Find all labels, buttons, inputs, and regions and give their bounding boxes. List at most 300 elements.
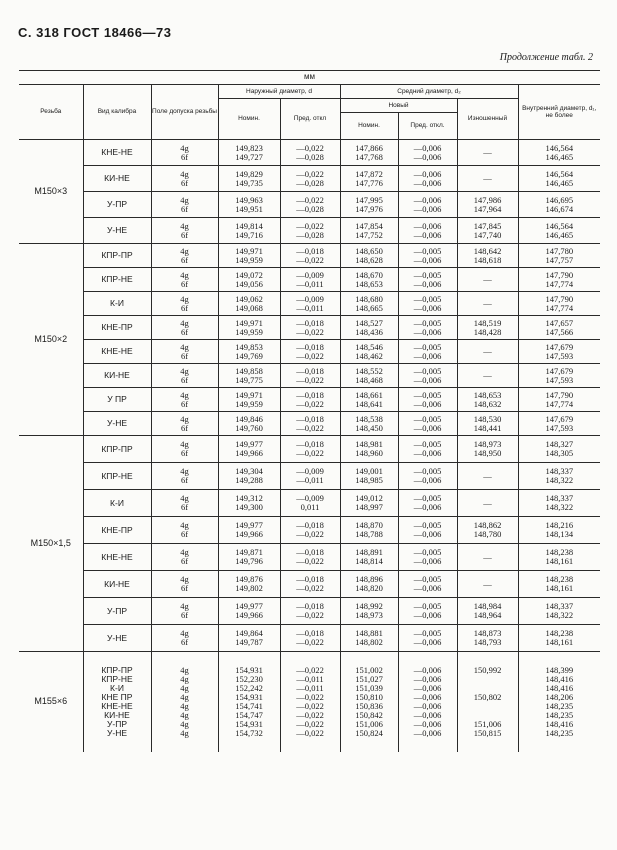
thread-cell: М150×3 [19, 140, 83, 244]
outer-dev-cell-value: —0,011 [296, 682, 324, 693]
mid-nom-cell-value: 147,976 [355, 203, 383, 214]
inner-cell-value: 148,305 [545, 448, 574, 458]
outer-nom-cell [218, 652, 280, 752]
tolerance-cell [151, 192, 218, 218]
worn-cell-value: 151,006 [473, 718, 502, 729]
inner-cell-value: 147,780 [545, 245, 574, 256]
worn-cell [457, 340, 518, 364]
outer-dev-cell-value: —0,018 [296, 574, 324, 584]
inner-cell-value: 146,695 [545, 194, 574, 205]
outer-nom-cell-value: 149,062 [235, 293, 263, 304]
table-row [19, 490, 600, 517]
outer-nom-cell-value: 154,747 [235, 709, 263, 720]
inner-cell-value: 147,657 [545, 317, 574, 328]
table-row [19, 652, 600, 752]
mid-nom-cell-value: 148,891 [355, 547, 383, 557]
tolerance-cell-value: 4g [180, 547, 189, 557]
tolerance-cell [151, 140, 218, 166]
inner-cell-value: 147,790 [545, 389, 574, 400]
inner-cell [518, 218, 600, 244]
tolerance-cell [151, 244, 218, 268]
table-row [19, 598, 600, 625]
inner-cell-value: 148,238 [545, 547, 574, 557]
outer-dev-cell [280, 218, 340, 244]
mid-nom-cell-value: 148,896 [355, 574, 383, 584]
tolerance-cell-value: 4g [180, 341, 189, 352]
table-row [19, 268, 600, 292]
mid-nom-cell-value: 149,012 [355, 493, 383, 503]
thread-cell: М155×6 [19, 652, 83, 752]
inner-cell-value: 148,235 [545, 709, 574, 720]
outer-nom-cell-value: 154,931 [235, 691, 263, 702]
table-row [19, 436, 600, 463]
tolerance-cell-value: 6f [180, 583, 189, 593]
outer-dev-cell-value: —0,009 [296, 493, 324, 503]
outer-nom-cell [218, 340, 280, 364]
mid-dev-cell-value: —0,006 [413, 254, 442, 265]
outer-dev-cell-value: —0,022 [296, 610, 324, 620]
tolerance-cell [151, 463, 218, 490]
gauge-cell: У-НЕ [83, 412, 151, 436]
inner-cell-value: 147,593 [545, 374, 574, 385]
outer-nom-cell [218, 598, 280, 625]
mid-dev-cell-value: —0,006 [413, 177, 442, 188]
mid-nom-cell-value: 148,788 [355, 529, 383, 539]
worn-cell-value: — [483, 173, 492, 183]
mid-nom-cell-value: 148,641 [355, 398, 383, 409]
worn-cell-value: — [483, 551, 492, 562]
mid-dev-cell-value: —0,005 [413, 574, 442, 584]
worn-cell [457, 292, 518, 316]
mid-nom-cell-value: 147,872 [355, 168, 383, 179]
inner-cell-value: 146,564 [545, 142, 574, 153]
outer-dev-cell [280, 244, 340, 268]
inner-cell-value: 146,564 [545, 220, 574, 231]
outer-nom-cell [218, 388, 280, 412]
mid-nom-cell [340, 652, 398, 752]
gauge-cell: У-НЕ [83, 218, 151, 244]
gauge-cell: КИ-НЕ [83, 166, 151, 192]
table-row [19, 316, 600, 340]
mid-dev-cell [398, 412, 457, 436]
outer-dev-cell [280, 463, 340, 490]
worn-cell-value: 147,740 [473, 229, 502, 240]
tolerance-cell [151, 412, 218, 436]
mid-nom-cell-value: 148,538 [355, 413, 383, 424]
outer-nom-cell-value: 149,959 [235, 326, 263, 337]
outer-dev-cell [280, 625, 340, 652]
mid-nom-cell-value: 151,006 [355, 718, 383, 729]
outer-nom-cell-value: 149,829 [235, 168, 263, 179]
outer-nom-cell-value: 154,741 [235, 700, 263, 711]
tolerance-cell-value: 6f [180, 529, 189, 539]
mid-dev-cell [398, 192, 457, 218]
tolerance-cell-value: 4g [180, 269, 189, 280]
inner-cell-value: 147,774 [545, 302, 574, 313]
mid-dev-cell-value: —0,006 [413, 475, 442, 485]
mid-dev-cell-value: —0,006 [413, 142, 442, 153]
mid-nom-cell-value: 148,960 [355, 448, 383, 458]
mid-dev-cell-value: —0,005 [413, 365, 442, 376]
inner-cell-value: 148,322 [545, 475, 574, 485]
tolerance-cell-value: 6f [180, 637, 189, 647]
outer-nom-cell-value: 149,769 [235, 350, 263, 361]
tolerance-cell-value: 4g [180, 317, 189, 328]
outer-dev-cell-value: —0,018 [296, 341, 324, 352]
gauge-cell-value: КИ-НЕ [104, 709, 130, 720]
table-row [19, 544, 600, 571]
inner-cell [518, 268, 600, 292]
outer-dev-cell-value: —0,018 [296, 628, 324, 638]
outer-dev-cell-value: —0,022 [296, 700, 324, 711]
gauge-cell: К-И [83, 490, 151, 517]
tolerance-cell-value: 6f [180, 610, 189, 620]
mid-nom-cell [340, 463, 398, 490]
tolerance-cell [151, 268, 218, 292]
worn-cell-value: 148,793 [473, 637, 502, 647]
table-row [19, 166, 600, 192]
outer-nom-cell-value: 149,971 [235, 389, 263, 400]
tolerance-cell [151, 598, 218, 625]
col-inner-diameter: Внутренний диаметр, d₁, не более [518, 85, 600, 140]
outer-nom-cell-value: 149,823 [235, 142, 263, 153]
mid-dev-cell-value: —0,006 [413, 220, 442, 231]
outer-nom-cell-value: 149,300 [235, 502, 263, 512]
col-outer-nom: Номин. [218, 99, 280, 140]
mid-nom-cell-value: 148,814 [355, 556, 383, 566]
worn-cell-value: 148,964 [473, 610, 502, 620]
mid-nom-cell-value: 148,436 [355, 326, 383, 337]
outer-dev-cell-value: —0,022 [296, 168, 324, 179]
tolerance-cell-value: 4g [180, 520, 189, 530]
col-mid-worn: Изношенный [457, 99, 518, 140]
worn-cell [457, 652, 518, 752]
outer-nom-cell-value: 149,072 [235, 269, 263, 280]
outer-dev-cell-value: —0,028 [296, 151, 324, 162]
outer-dev-cell [280, 490, 340, 517]
outer-nom-cell-value: 149,959 [235, 398, 263, 409]
mid-nom-cell [340, 490, 398, 517]
outer-dev-cell [280, 388, 340, 412]
outer-nom-cell [218, 316, 280, 340]
inner-cell-value: 148,322 [545, 502, 574, 512]
tolerance-cell-value: 4g [180, 220, 189, 231]
outer-nom-cell-value: 149,796 [235, 556, 263, 566]
outer-dev-cell [280, 292, 340, 316]
tolerance-cell-value: 6f [180, 448, 189, 458]
outer-dev-cell-value: —0,022 [296, 664, 324, 675]
outer-nom-cell-value: 149,971 [235, 245, 263, 256]
worn-cell-value: 148,530 [473, 413, 502, 424]
mid-dev-cell [398, 652, 457, 752]
outer-dev-cell-value: —0,009 [296, 269, 324, 280]
outer-nom-cell-value: 149,966 [235, 529, 263, 539]
mid-nom-cell-value: 151,027 [355, 673, 383, 684]
mid-nom-cell-value: 148,665 [355, 302, 383, 313]
outer-dev-cell-value: 0,011 [300, 502, 320, 512]
worn-cell-value: 148,862 [473, 520, 502, 530]
mid-dev-cell-value: —0,006 [413, 718, 442, 729]
outer-dev-cell [280, 412, 340, 436]
col-outer-diameter: Наружный диаметр, d [218, 85, 340, 99]
col-mid-diameter: Средний диаметр, d₂ [340, 85, 518, 99]
outer-nom-cell-value: 149,951 [235, 203, 263, 214]
mid-dev-cell-value: —0,005 [413, 293, 442, 304]
mid-dev-cell [398, 140, 457, 166]
inner-cell-value: 147,757 [545, 254, 574, 265]
outer-dev-cell-value: —0,018 [296, 439, 324, 449]
outer-dev-cell-value: —0,011 [296, 302, 324, 313]
outer-nom-cell [218, 463, 280, 490]
inner-cell-value: 147,790 [545, 269, 574, 280]
table-row [19, 244, 600, 268]
outer-dev-cell-value: —0,022 [296, 422, 324, 433]
gauge-cell: КИ-НЕ [83, 364, 151, 388]
gauge-cell: К-И [83, 292, 151, 316]
mid-dev-cell-value: —0,006 [413, 350, 442, 361]
mid-nom-cell [340, 340, 398, 364]
gauge-cell: КПР-НЕ [83, 268, 151, 292]
mid-dev-cell [398, 463, 457, 490]
mid-nom-cell-value: 148,650 [355, 245, 383, 256]
inner-cell-value: 148,238 [545, 574, 574, 584]
tolerance-cell-value: 4g [180, 718, 189, 729]
tolerance-cell-value: 4g [180, 727, 189, 738]
inner-cell-value: 147,679 [545, 341, 574, 352]
outer-dev-cell-value: —0,022 [296, 556, 324, 566]
inner-cell-value: 147,679 [545, 413, 574, 424]
inner-cell [518, 571, 600, 598]
mid-dev-cell [398, 244, 457, 268]
tolerance-cell-value: 4g [180, 628, 189, 638]
tolerance-cell-value: 4g [180, 664, 189, 675]
outer-nom-cell-value: 149,056 [235, 278, 263, 289]
mid-dev-cell-value: —0,005 [413, 466, 442, 476]
outer-dev-cell [280, 436, 340, 463]
gauge-cell: У ПР [83, 388, 151, 412]
tolerance-cell-value: 4g [180, 293, 189, 304]
mid-nom-cell [340, 625, 398, 652]
inner-cell [518, 517, 600, 544]
inner-cell [518, 463, 600, 490]
tolerance-cell [151, 517, 218, 544]
outer-dev-cell-value: —0,022 [296, 326, 324, 337]
inner-cell-value: 148,399 [545, 664, 574, 675]
inner-cell-value: 148,327 [545, 439, 574, 449]
inner-cell [518, 244, 600, 268]
worn-cell [457, 244, 518, 268]
worn-cell-value: 148,441 [473, 422, 502, 433]
mid-nom-cell-value: 148,527 [355, 317, 383, 328]
table-row [19, 571, 600, 598]
mid-dev-cell-value: —0,006 [413, 194, 442, 205]
outer-dev-cell [280, 517, 340, 544]
continuation-label: Продолжение табл. 2 [499, 52, 593, 63]
outer-dev-cell-value: —0,022 [296, 398, 324, 409]
mid-nom-cell-value: 150,824 [355, 727, 383, 738]
mid-nom-cell [340, 412, 398, 436]
page-header: С. 318 ГОСТ 18466—73 [18, 25, 172, 40]
worn-cell-value: — [483, 578, 492, 589]
inner-cell [518, 436, 600, 463]
mid-nom-cell-value: 148,450 [355, 422, 383, 433]
outer-dev-cell-value: —0,022 [296, 194, 324, 205]
outer-nom-cell-value: 149,846 [235, 413, 263, 424]
mid-nom-cell-value: 150,836 [355, 700, 383, 711]
table-row [19, 218, 600, 244]
outer-dev-cell [280, 544, 340, 571]
mid-dev-cell-value: —0,006 [413, 203, 442, 214]
inner-cell-value: 148,337 [545, 601, 574, 611]
gauge-cell-value: КПР-НЕ [101, 673, 133, 684]
mid-dev-cell [398, 598, 457, 625]
tolerance-cell-value: 6f [180, 151, 189, 162]
mid-nom-cell [340, 192, 398, 218]
tolerance-cell-value: 6f [180, 502, 189, 512]
gauge-cell-value: К-И [110, 682, 124, 693]
inner-cell [518, 140, 600, 166]
col-mid-new: Новый [340, 99, 457, 113]
tolerance-cell-value: 4g [180, 439, 189, 449]
outer-dev-cell [280, 571, 340, 598]
outer-dev-cell-value: —0,022 [296, 350, 324, 361]
outer-dev-cell [280, 340, 340, 364]
mid-nom-cell-value: 148,546 [355, 341, 383, 352]
outer-nom-cell [218, 244, 280, 268]
inner-cell [518, 388, 600, 412]
outer-dev-cell [280, 598, 340, 625]
tolerance-cell [151, 544, 218, 571]
tolerance-cell [151, 364, 218, 388]
outer-nom-cell-value: 149,864 [235, 628, 263, 638]
outer-nom-cell [218, 192, 280, 218]
outer-nom-cell-value: 149,963 [235, 194, 263, 205]
outer-dev-cell-value: —0,018 [296, 413, 324, 424]
mid-dev-cell-value: —0,006 [413, 700, 442, 711]
mid-nom-cell-value: 147,866 [355, 142, 383, 153]
outer-nom-cell [218, 268, 280, 292]
col-gauge: Вид калибра [83, 85, 151, 140]
mid-nom-cell-value: 151,039 [355, 682, 383, 693]
worn-cell [457, 192, 518, 218]
outer-dev-cell [280, 140, 340, 166]
mid-nom-cell [340, 218, 398, 244]
thread-cell: М150×1,5 [19, 436, 83, 652]
mid-nom-cell-value: 149,001 [355, 466, 383, 476]
worn-cell-value: — [483, 147, 492, 157]
tolerance-cell-value: 4g [180, 168, 189, 179]
outer-nom-cell-value: 152,242 [235, 682, 263, 693]
worn-cell [457, 140, 518, 166]
mid-nom-cell [340, 436, 398, 463]
mid-dev-cell-value: —0,006 [413, 610, 442, 620]
worn-cell [457, 490, 518, 517]
mid-dev-cell-value: —0,005 [413, 439, 442, 449]
mid-dev-cell-value: —0,006 [413, 502, 442, 512]
tolerance-cell-value: 6f [180, 556, 189, 566]
mid-nom-cell-value: 148,802 [355, 637, 383, 647]
mid-nom-cell-value: 148,881 [355, 628, 383, 638]
worn-cell [457, 463, 518, 490]
outer-dev-cell-value: —0,018 [296, 365, 324, 376]
outer-nom-cell [218, 625, 280, 652]
worn-cell-value: 148,428 [473, 326, 502, 337]
mid-nom-cell [340, 268, 398, 292]
mid-dev-cell-value: —0,006 [413, 278, 442, 289]
table-row [19, 140, 600, 166]
mid-nom-cell-value: 148,670 [355, 269, 383, 280]
col-thread: Резьба [19, 85, 83, 140]
tolerance-cell [151, 571, 218, 598]
outer-nom-cell-value: 149,735 [235, 177, 263, 188]
mid-dev-cell-value: —0,006 [413, 448, 442, 458]
inner-cell-value: 148,161 [545, 637, 574, 647]
gauge-cell: КНЕ-НЕ [83, 140, 151, 166]
mid-nom-cell-value: 147,854 [355, 220, 383, 231]
mid-dev-cell [398, 292, 457, 316]
outer-nom-cell [218, 364, 280, 388]
worn-cell-value: 150,802 [473, 691, 502, 702]
outer-nom-cell [218, 571, 280, 598]
tolerance-cell-value: 4g [180, 466, 189, 476]
outer-dev-cell-value: —0,009 [296, 466, 324, 476]
mid-dev-cell-value: —0,006 [413, 302, 442, 313]
worn-cell-value: 148,950 [473, 448, 502, 458]
tolerance-cell [151, 625, 218, 652]
outer-dev-cell-value: —0,009 [296, 293, 324, 304]
outer-nom-cell-value: 149,977 [235, 439, 263, 449]
outer-dev-cell-value: —0,022 [296, 448, 324, 458]
outer-dev-cell-value: —0,022 [296, 727, 324, 738]
worn-cell [457, 436, 518, 463]
tolerance-cell [151, 436, 218, 463]
gauge-cell: КИ-НЕ [83, 571, 151, 598]
outer-nom-cell-value: 149,760 [235, 422, 263, 433]
worn-cell [457, 598, 518, 625]
tolerance-cell [151, 292, 218, 316]
gauge-cell-value: У-НЕ [106, 727, 128, 738]
worn-cell-value: 148,973 [473, 439, 502, 449]
inner-cell-value: 148,216 [545, 520, 574, 530]
inner-cell [518, 625, 600, 652]
outer-dev-cell-value: —0,018 [296, 389, 324, 400]
mid-nom-cell [340, 571, 398, 598]
inner-cell [518, 490, 600, 517]
tolerance-cell-value: 4g [180, 709, 189, 720]
outer-dev-cell-value: —0,018 [296, 601, 324, 611]
mid-dev-cell-value: —0,006 [413, 673, 442, 684]
gauge-cell-value: КНЕ-НЕ [101, 700, 133, 711]
inner-cell-value: 146,465 [545, 151, 574, 162]
outer-nom-cell-value: 149,312 [235, 493, 263, 503]
inner-cell-value: 148,337 [545, 493, 574, 503]
outer-nom-cell-value: 149,966 [235, 610, 263, 620]
mid-dev-cell-value: —0,005 [413, 493, 442, 503]
mid-dev-cell [398, 364, 457, 388]
outer-nom-cell-value: 149,814 [235, 220, 263, 231]
outer-dev-cell-value: —0,028 [296, 229, 324, 240]
mid-nom-cell [340, 364, 398, 388]
inner-cell-value: 148,416 [545, 682, 574, 693]
outer-dev-cell [280, 364, 340, 388]
outer-nom-cell-value: 149,966 [235, 448, 263, 458]
mid-nom-cell [340, 517, 398, 544]
outer-dev-cell-value: —0,022 [296, 529, 324, 539]
mid-dev-cell-value: —0,006 [413, 529, 442, 539]
table-row [19, 517, 600, 544]
mid-dev-cell-value: —0,006 [413, 709, 442, 720]
mid-dev-cell-value: —0,006 [413, 691, 442, 702]
